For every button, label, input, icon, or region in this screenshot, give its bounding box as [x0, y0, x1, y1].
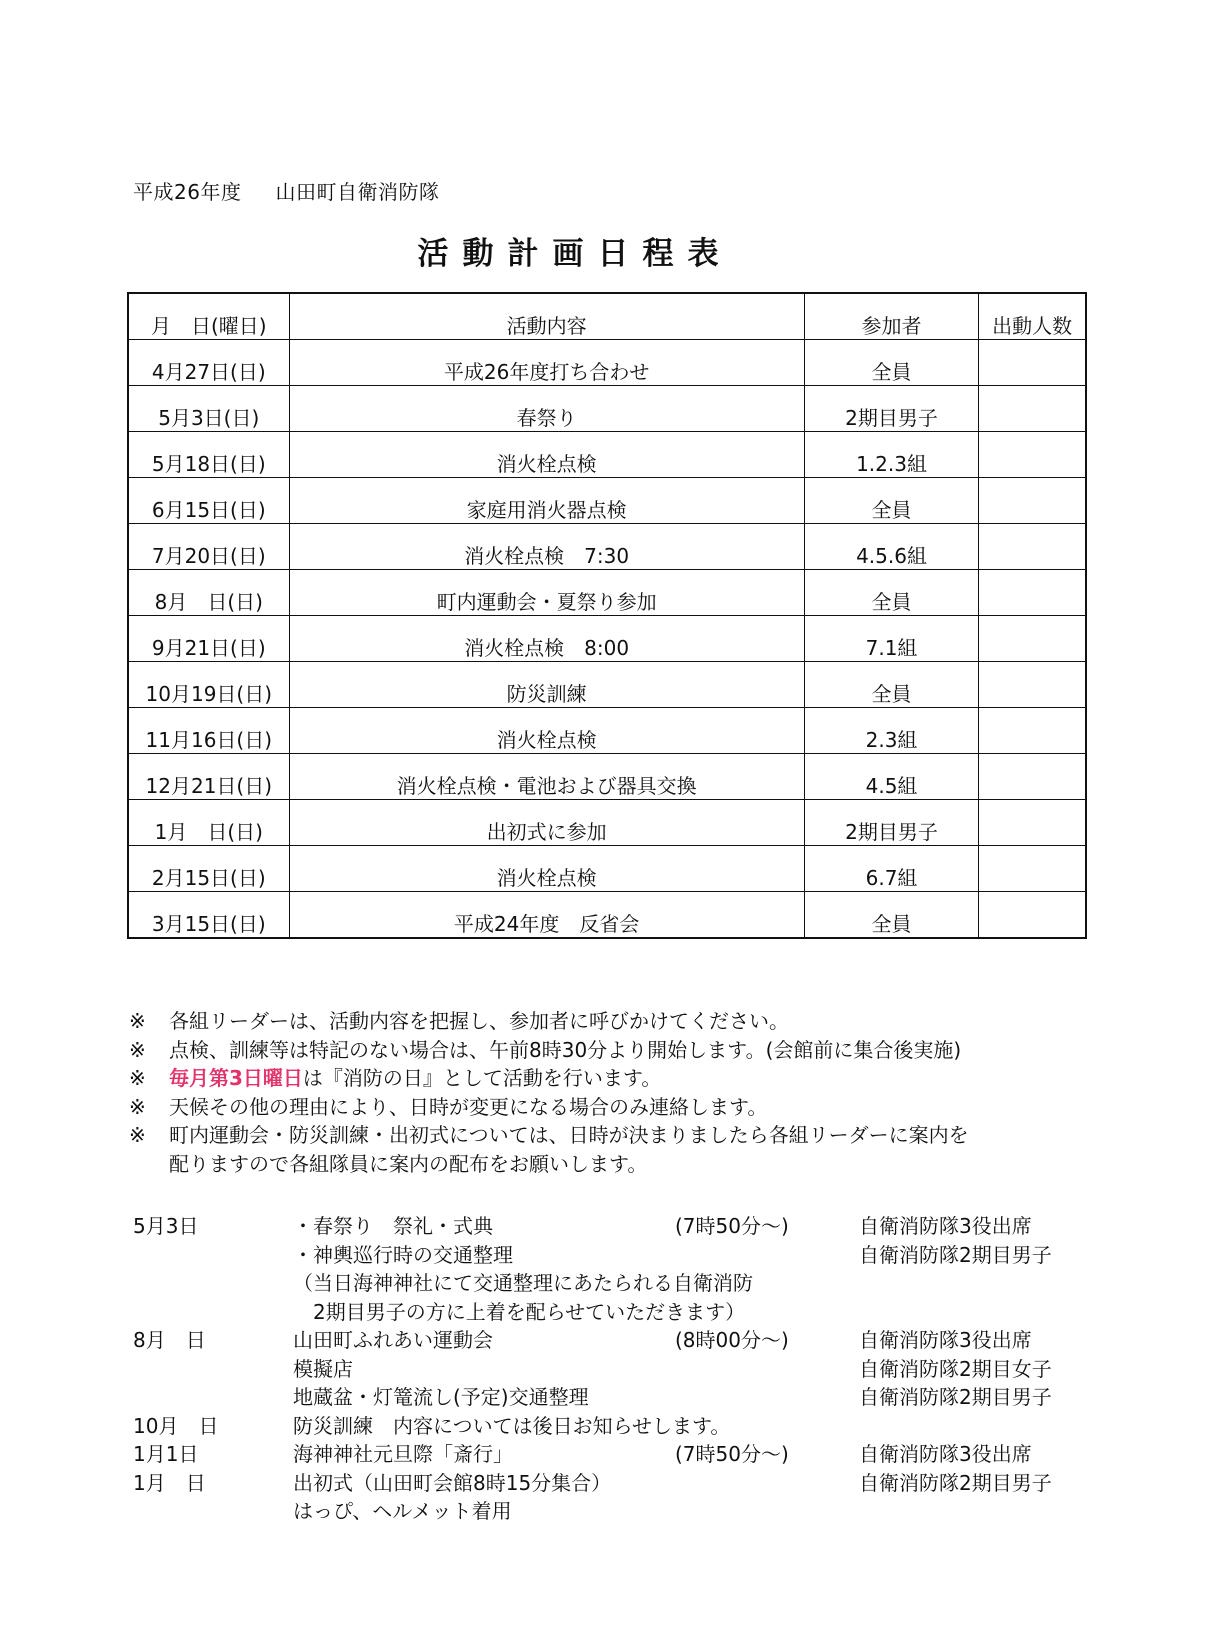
event-line	[133, 1497, 1093, 1526]
cell-activity: 平成26年度打ち合わせ	[289, 340, 804, 386]
fiscal-year: 平成26年度	[133, 180, 242, 204]
event-activity: 山田町ふれあい運動会	[293, 1328, 493, 1352]
cell-attendance	[979, 524, 1086, 570]
cell-activity: 消火栓点検	[289, 846, 804, 892]
event-role: 自衛消防隊3役出席	[859, 1328, 1032, 1352]
cell-activity: 消火栓点検	[289, 432, 804, 478]
cell-participants: 全員	[804, 892, 979, 939]
cell-participants: 2.3組	[804, 708, 979, 754]
event-role: 自衛消防隊3役出席	[859, 1214, 1032, 1238]
note-text: 各組リーダーは、活動内容を把握し、参加者に呼びかけてください。	[169, 1009, 789, 1033]
cell-participants: 全員	[804, 340, 979, 386]
cell-attendance	[979, 616, 1086, 662]
cell-participants: 6.7組	[804, 846, 979, 892]
event-activity: はっぴ、ヘルメット着用	[293, 1499, 512, 1523]
note-item	[129, 1121, 969, 1150]
cell-date: 11月16日(日)	[128, 708, 289, 754]
event-line	[133, 1298, 1093, 1327]
cell-activity: 消火栓点検 8:00	[289, 616, 804, 662]
event-time: (7時50分～)	[675, 1214, 789, 1238]
note-text: 天候その他の理由により、日時が変更になる場合のみ連絡します。	[169, 1094, 768, 1119]
note-text: 配りますので各組隊員に案内の配布をお願いします。	[169, 1151, 648, 1176]
event-line	[133, 1440, 1093, 1469]
event-date: 10月 日	[133, 1413, 219, 1438]
event-line	[133, 1383, 1093, 1412]
cell-activity: 消火栓点検 7:30	[289, 524, 804, 570]
cell-attendance	[979, 892, 1086, 939]
event-role: 自衛消防隊2期目男子	[859, 1470, 1052, 1495]
cell-date: 5月18日(日)	[128, 432, 289, 478]
table-row	[128, 570, 1086, 616]
cell-attendance	[979, 570, 1086, 616]
event-activity: 防災訓練 内容については後日お知らせします。	[293, 1413, 731, 1438]
cell-participants: 4.5組	[804, 754, 979, 800]
cell-participants: 2期目男子	[804, 800, 979, 846]
cell-date: 8月 日(日)	[128, 570, 289, 616]
event-time: (7時50分～)	[675, 1442, 789, 1466]
event-date: 1月 日	[133, 1470, 206, 1495]
note-mark: ※	[129, 1123, 146, 1147]
cell-participants: 1.2.3組	[804, 432, 979, 478]
note-item	[129, 1007, 969, 1036]
event-activity: 海神神社元旦際「斎行」	[293, 1442, 513, 1466]
table-row	[128, 340, 1086, 386]
header-activity: 活動内容	[289, 293, 804, 340]
cell-activity: 平成24年度 反省会	[289, 892, 804, 939]
header-date: 月 日(曜日)	[128, 293, 289, 340]
cell-date: 2月15日(日)	[128, 846, 289, 892]
cell-date: 9月21日(日)	[128, 616, 289, 662]
table-row	[128, 616, 1086, 662]
notes-list	[129, 1007, 969, 1178]
event-line	[133, 1212, 1093, 1241]
cell-participants: 4.5.6組	[804, 524, 979, 570]
event-activity: （当日海神神社にて交通整理にあたられる自衛消防	[293, 1271, 753, 1295]
events-list	[133, 1212, 1093, 1526]
event-role: 自衛消防隊3役出席	[859, 1442, 1032, 1466]
cell-date: 7月20日(日)	[128, 524, 289, 570]
event-activity: ・春祭り 祭礼・式典	[293, 1214, 493, 1238]
note-text: は『消防の日』として活動を行います。	[302, 1066, 662, 1090]
note-mark: ※	[129, 1094, 146, 1119]
event-activity: 模擬店	[293, 1356, 353, 1381]
document-title: 活動計画日程表	[417, 236, 733, 272]
cell-date: 4月27日(日)	[128, 340, 289, 386]
cell-participants: 全員	[804, 478, 979, 524]
cell-participants: 7.1組	[804, 616, 979, 662]
document-header	[133, 176, 439, 205]
event-line	[133, 1469, 1093, 1498]
cell-attendance	[979, 478, 1086, 524]
cell-attendance	[979, 340, 1086, 386]
note-item	[129, 1036, 969, 1065]
cell-attendance	[979, 754, 1086, 800]
table-header-row	[128, 293, 1086, 340]
event-line	[133, 1355, 1093, 1384]
table-row	[128, 662, 1086, 708]
note-item	[129, 1093, 969, 1122]
table-row	[128, 478, 1086, 524]
cell-date: 5月3日(日)	[128, 386, 289, 432]
cell-attendance	[979, 846, 1086, 892]
event-role: 自衛消防隊2期目女子	[859, 1356, 1052, 1381]
header-participants: 参加者	[804, 293, 979, 340]
cell-participants: 2期目男子	[804, 386, 979, 432]
cell-participants: 全員	[804, 570, 979, 616]
header-attendance: 出動人数	[979, 293, 1086, 340]
note-mark: ※	[129, 1009, 146, 1033]
note-item	[129, 1064, 969, 1093]
table-row	[128, 800, 1086, 846]
note-mark: ※	[129, 1037, 146, 1062]
event-role: 自衛消防隊2期目男子	[859, 1242, 1052, 1267]
event-line	[133, 1269, 1093, 1298]
table-row	[128, 846, 1086, 892]
event-line	[133, 1412, 1093, 1441]
cell-activity: 防災訓練	[289, 662, 804, 708]
cell-activity: 出初式に参加	[289, 800, 804, 846]
note-mark: ※	[129, 1066, 146, 1090]
table-row	[128, 708, 1086, 754]
note-text: 点検、訓練等は特記のない場合は、午前8時30分より開始します。(会館前に集合後実施)	[169, 1037, 962, 1062]
cell-attendance	[979, 386, 1086, 432]
event-activity: ・神輿巡行時の交通整理	[293, 1242, 513, 1267]
schedule-table	[127, 292, 1087, 939]
table-row	[128, 432, 1086, 478]
table-row	[128, 524, 1086, 570]
cell-attendance	[979, 800, 1086, 846]
event-date: 8月 日	[133, 1328, 206, 1352]
cell-activity: 春祭り	[289, 386, 804, 432]
event-date: 5月3日	[133, 1214, 199, 1238]
event-activity: 出初式（山田町会館8時15分集合）	[293, 1470, 612, 1495]
cell-activity: 消火栓点検	[289, 708, 804, 754]
cell-date: 6月15日(日)	[128, 478, 289, 524]
cell-date: 12月21日(日)	[128, 754, 289, 800]
organization-name: 山田町自衛消防隊	[275, 180, 440, 204]
cell-participants: 全員	[804, 662, 979, 708]
note-item-continued	[129, 1150, 969, 1179]
event-activity: 地蔵盆・灯篭流し(予定)交通整理	[293, 1385, 589, 1409]
fire-day-highlight: 毎月第3日曜日	[169, 1066, 303, 1090]
event-time: (8時00分～)	[675, 1328, 789, 1352]
table-row	[128, 386, 1086, 432]
cell-activity: 町内運動会・夏祭り参加	[289, 570, 804, 616]
note-text: 町内運動会・防災訓練・出初式については、日時が決まりましたら各組リーダーに案内を	[169, 1123, 969, 1147]
cell-date: 10月19日(日)	[128, 662, 289, 708]
cell-attendance	[979, 432, 1086, 478]
event-role: 自衛消防隊2期目男子	[859, 1385, 1052, 1409]
cell-activity: 消火栓点検・電池および器具交換	[289, 754, 804, 800]
cell-attendance	[979, 662, 1086, 708]
cell-activity: 家庭用消火器点検	[289, 478, 804, 524]
event-line	[133, 1326, 1093, 1355]
cell-attendance	[979, 708, 1086, 754]
event-line	[133, 1241, 1093, 1270]
event-date: 1月1日	[133, 1442, 199, 1466]
table-row	[128, 892, 1086, 939]
event-activity: 2期目男子の方に上着を配らせていただきます）	[293, 1299, 746, 1324]
cell-date: 3月15日(日)	[128, 892, 289, 939]
cell-date: 1月 日(日)	[128, 800, 289, 846]
table-row	[128, 754, 1086, 800]
